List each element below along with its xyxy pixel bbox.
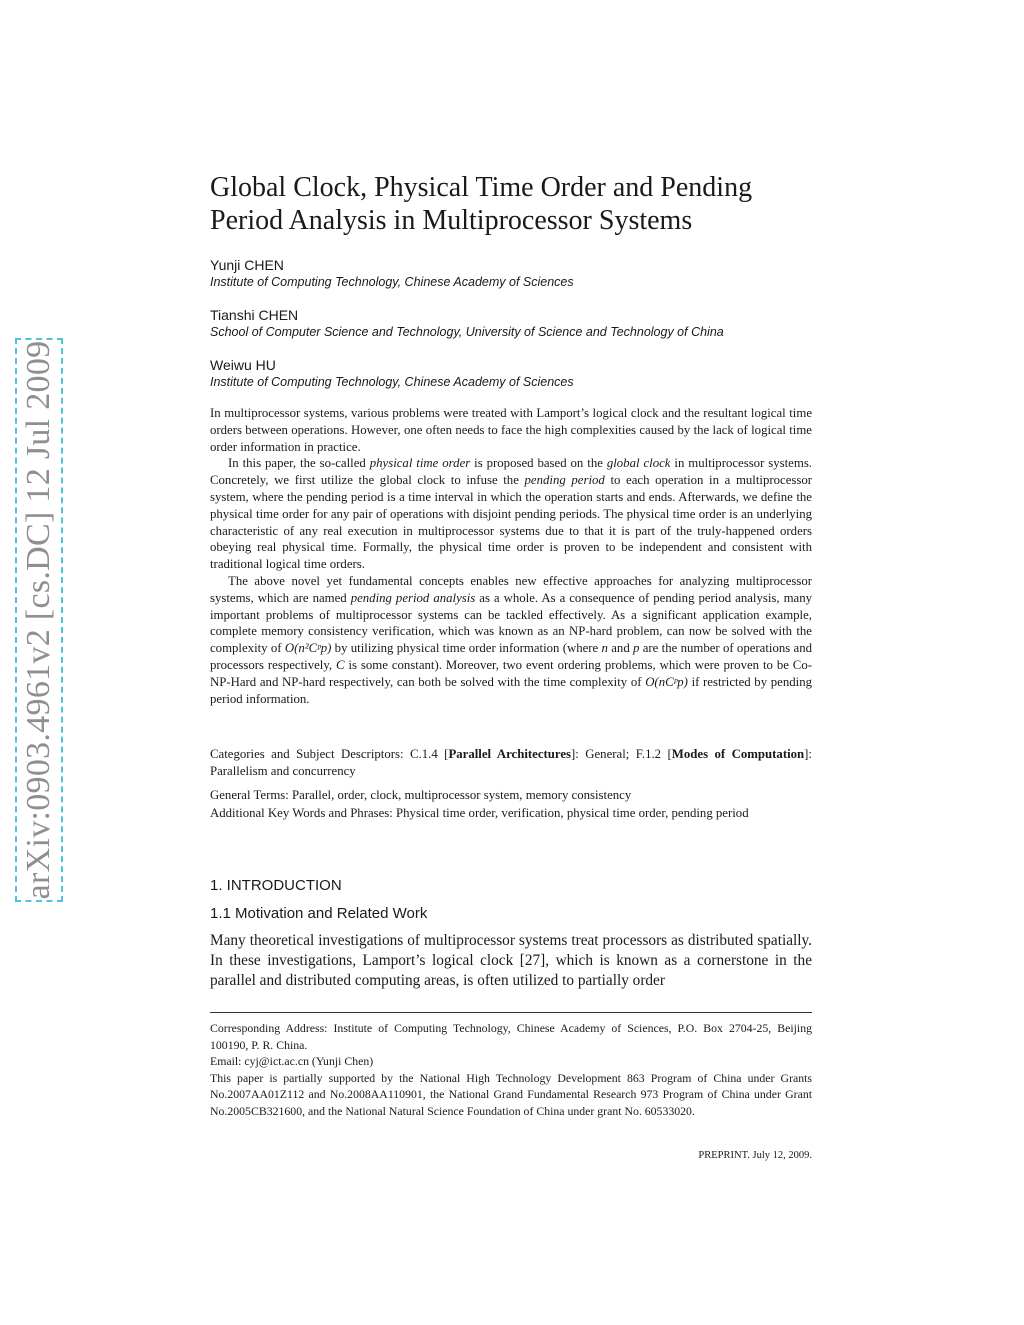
abstract-paragraph-1: In multiprocessor systems, various problems were treated with Lamport’s logical clock and the resultant logical time orders between operations. However, one often needs to face the high complexities caused by the lack of logical time order information in practice.	[210, 406, 812, 454]
general-terms: General Terms: Parallel, order, clock, multiprocessor system, memory consistency	[210, 788, 632, 802]
abstract-paragraph-3: The above novel yet fundamental concepts enables new effective approaches for analyzing multiprocessor systems, which are named pending period analysis as a whole. As a consequence of pending period analysis, many important problems of multiprocessor systems can be tackled effectively. As a significant application example, complete memory consistency verification, which was known as an NP-hard problem, can now be solved with the complexity of O(n²Cᵖp) by utilizing physical time order information (where n and p are the number of operations and processors respectively, C is some constant). Moreover, two event ordering problems, which were proven to be Co-NP-Hard and NP-hard respectively, can both be solved with the time complexity of O(nCᵖp) if restricted by pending period information.	[210, 573, 813, 706]
body-paragraph: Many theoretical investigations of multiprocessor systems treat processors as distributed spatially. In these investigations, Lamport’s logical clock [27], which is known as a cornerstone in the parallel and distributed computing areas, is often utilized to partially order	[210, 932, 812, 989]
author-affiliation: School of Computer Science and Technology, University of Science and Technology of China	[210, 325, 724, 339]
arxiv-watermark	[15, 338, 63, 902]
author-affiliation: Institute of Computing Technology, Chinese Academy of Sciences	[210, 275, 574, 289]
abstract	[210, 405, 812, 707]
paper-title	[210, 171, 812, 237]
author-block-3	[210, 357, 812, 390]
footnotes	[210, 1020, 812, 1120]
section-heading: 1. INTRODUCTION	[210, 877, 342, 894]
author-name: Yunji CHEN	[210, 257, 284, 273]
footnote-address: Corresponding Address: Institute of Computing Technology, Chinese Academy of Sciences, P.O. Box 2704-25, Beijing 100190, P. R. China.	[210, 1021, 812, 1052]
arxiv-watermark-text: arXiv:0903.4961v2 [cs.DC] 12 Jul 2009	[20, 340, 57, 900]
title-line-2: Period Analysis in Multiprocessor Systems	[210, 205, 693, 236]
footnote-divider	[210, 1012, 812, 1013]
author-name: Tianshi CHEN	[210, 307, 299, 323]
footnote-email: Email: cyj@ict.ac.cn (Yunji Chen)	[210, 1054, 374, 1069]
title-line-1: Global Clock, Physical Time Order and Pending	[210, 172, 753, 203]
author-block-1	[210, 257, 812, 290]
keywords: Additional Key Words and Phrases: Physical time order, verification, physical time order, pending period	[210, 806, 749, 820]
footnote-funding: This paper is partially supported by the National High Technology Development 863 Program of China under Grants No.2007AA01Z112 and No.2008AA110901, the National Grand Fundamental Research 973 Program of China under Grant No.2005CB321600, and the National Natural Science Foundation of China under grant No. 60533020.	[210, 1070, 812, 1118]
author-affiliation: Institute of Computing Technology, Chinese Academy of Sciences	[210, 375, 574, 389]
categories: Categories and Subject Descriptors: C.1.4 [Parallel Architectures]: General; F.1.2 [Modes of Computation]: Parallelism and concurrency	[210, 747, 812, 778]
author-block-2	[210, 307, 812, 340]
subsection-heading: 1.1 Motivation and Related Work	[210, 905, 428, 922]
author-name: Weiwu HU	[210, 357, 276, 373]
abstract-paragraph-2: In this paper, the so-called physical time order is proposed based on the global clock in multiprocessor systems. Concretely, we first utilize the global clock to infuse the pending period to each operation in a multiprocessor system, where the pending period is a time interval in which the operation starts and ends. Afterwards, we define the physical time order for any pair of operations with disjoint pending periods. The physical time order is an underlying characteristic of any real execution in multiprocessor systems due to that it is part of the truly-happened orders obeying real physical time. Formally, the physical time order is proven to be independent and consistent with traditional logical time orders.	[210, 456, 813, 572]
preprint-date: PREPRINT. July 12, 2009.	[698, 1150, 812, 1161]
